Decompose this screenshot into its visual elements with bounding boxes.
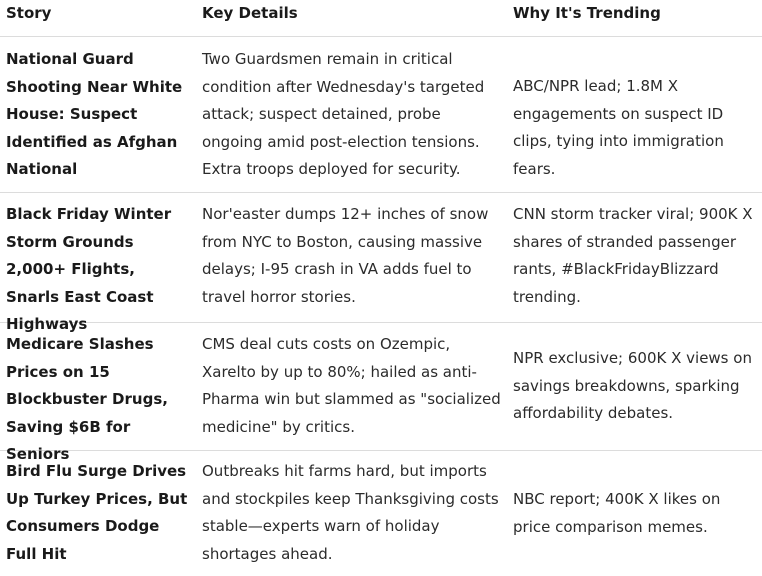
table-row bbox=[0, 193, 762, 333]
table-row bbox=[0, 323, 762, 463]
trending-cell: CNN storm tracker viral; 900K X shares of stranded passenger rants, #BlackFridayBlizzard trending. bbox=[513, 205, 753, 306]
story-cell: Bird Flu Surge Drives Up Turkey Prices, But Consumers Dodge Full Hit bbox=[6, 462, 188, 563]
trending-cell: NPR exclusive; 600K X views on savings breakdowns, sparking affordability debates. bbox=[513, 349, 752, 422]
table-header-row bbox=[0, 0, 762, 37]
table-row bbox=[0, 451, 762, 576]
trending-cell: ABC/NPR lead; 1.8M X engagements on suspect ID clips, tying into immigration fears. bbox=[513, 77, 724, 178]
table-row bbox=[0, 37, 762, 193]
story-cell: Black Friday Winter Storm Grounds 2,000+ Flights, Snarls East Coast Highways bbox=[6, 205, 172, 333]
details-cell: CMS deal cuts costs on Ozempic, Xarelto by up to 80%; hailed as anti-Pharma win but slammed as "socialized medicine" by critics. bbox=[202, 335, 501, 436]
story-cell: National Guard Shooting Near White House: Suspect Identified as Afghan National bbox=[6, 50, 183, 178]
details-cell: Outbreaks hit farms hard, but imports and stockpiles keep Thanksgiving costs stable—experts warn of holiday shortages ahead. bbox=[202, 462, 499, 563]
header-why-trending: Why It's Trending bbox=[513, 4, 661, 22]
story-cell: Medicare Slashes Prices on 15 Blockbuster Drugs, Saving $6B for Seniors bbox=[6, 335, 168, 463]
header-key-details: Key Details bbox=[202, 4, 298, 22]
header-story: Story bbox=[6, 4, 52, 22]
trending-cell: NBC report; 400K X likes on price comparison memes. bbox=[513, 490, 721, 536]
details-cell: Two Guardsmen remain in critical condition after Wednesday's targeted attack; suspect detained, probe ongoing amid post-election tensions. Extra troops deployed for security. bbox=[202, 50, 485, 178]
details-cell: Nor'easter dumps 12+ inches of snow from NYC to Boston, causing massive delays; I-95 crash in VA adds fuel to travel horror stories. bbox=[202, 205, 489, 306]
